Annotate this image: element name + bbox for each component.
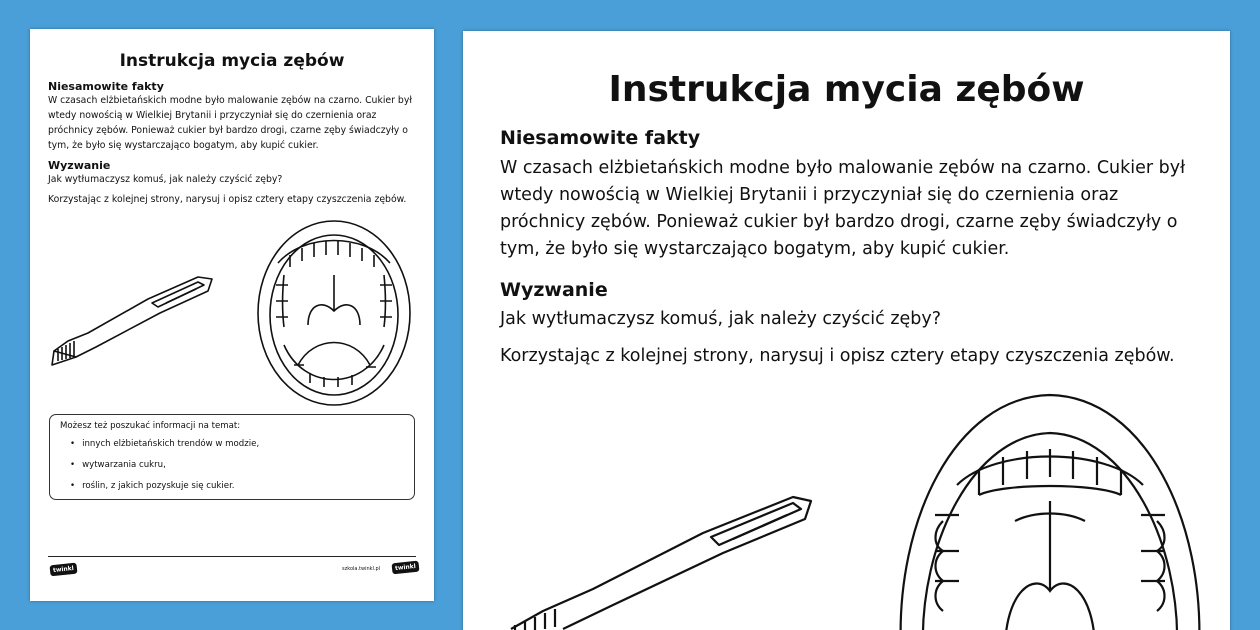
thumb-title: Instrukcja mycia zębów	[119, 51, 345, 71]
footer-url: szkola.twinkl.pl	[342, 566, 381, 572]
open-mouth-illustration	[254, 215, 414, 405]
main-facts-text: W czasach elżbietańskich modne było malowanie zębów na czarno. Cukier był wtedy nowością w Wielkiej Brytanii i przyczyniał się do czernienia oraz próchnicy zębów. Ponieważ cukier był bardzo drogi, czarne zęby świadczyły o tym, że było się wystarczająco bogatym, aby kupić cukier.	[500, 158, 1186, 259]
footer-divider	[48, 556, 416, 557]
toothbrush-illustration	[48, 269, 218, 369]
thumb-challenge-task: Korzystając z kolejnej strony, narysuj i opisz cztery etapy czyszczenia zębów.	[48, 194, 407, 205]
thumb-challenge-question: Jak wytłumaczysz komuś, jak należy czyścić zęby?	[48, 174, 283, 185]
main-title: Instrukcja mycia zębów	[608, 69, 1085, 110]
main-facts-heading: Niesamowite fakty	[500, 127, 701, 149]
info-box-item: • roślin, z jakich pozyskuje się cukier.	[70, 478, 404, 494]
worksheet-thumbnail	[30, 29, 434, 601]
twinkl-logo: twinkl	[49, 563, 77, 577]
thumb-facts-text: W czasach elżbietańskich modne było malowanie zębów na czarno. Cukier był wtedy nowością w Wielkiej Brytanii i przyczyniał się do czernienia oraz próchnicy zębów. Ponieważ cukier był bardzo drogi, czarne zęby świadczyły o tym, że było się wystarczająco bogatym, aby kupić cukier.	[48, 95, 412, 151]
main-challenge-heading: Wyzwanie	[500, 279, 608, 301]
info-box-intro: Możesz też poszukać informacji na temat:	[60, 421, 241, 431]
toothbrush-illustration-large	[503, 493, 823, 630]
thumb-facts-heading: Niesamowite fakty	[48, 80, 164, 93]
main-challenge-task: Korzystając z kolejnej strony, narysuj i opisz cztery etapy czyszczenia zębów.	[500, 346, 1175, 366]
thumb-challenge-heading: Wyzwanie	[48, 159, 111, 172]
info-box-list	[60, 436, 404, 494]
info-box	[49, 414, 415, 500]
info-box-item: • wytwarzania cukru,	[70, 457, 404, 473]
info-box-item: • innych elżbietańskich trendów w modzie,	[70, 436, 404, 452]
twinkl-logo-small: twinkl	[391, 561, 419, 575]
worksheet-main	[463, 31, 1230, 630]
open-mouth-illustration-large	[895, 391, 1205, 630]
main-challenge-question: Jak wytłumaczysz komuś, jak należy czyścić zęby?	[500, 309, 942, 329]
